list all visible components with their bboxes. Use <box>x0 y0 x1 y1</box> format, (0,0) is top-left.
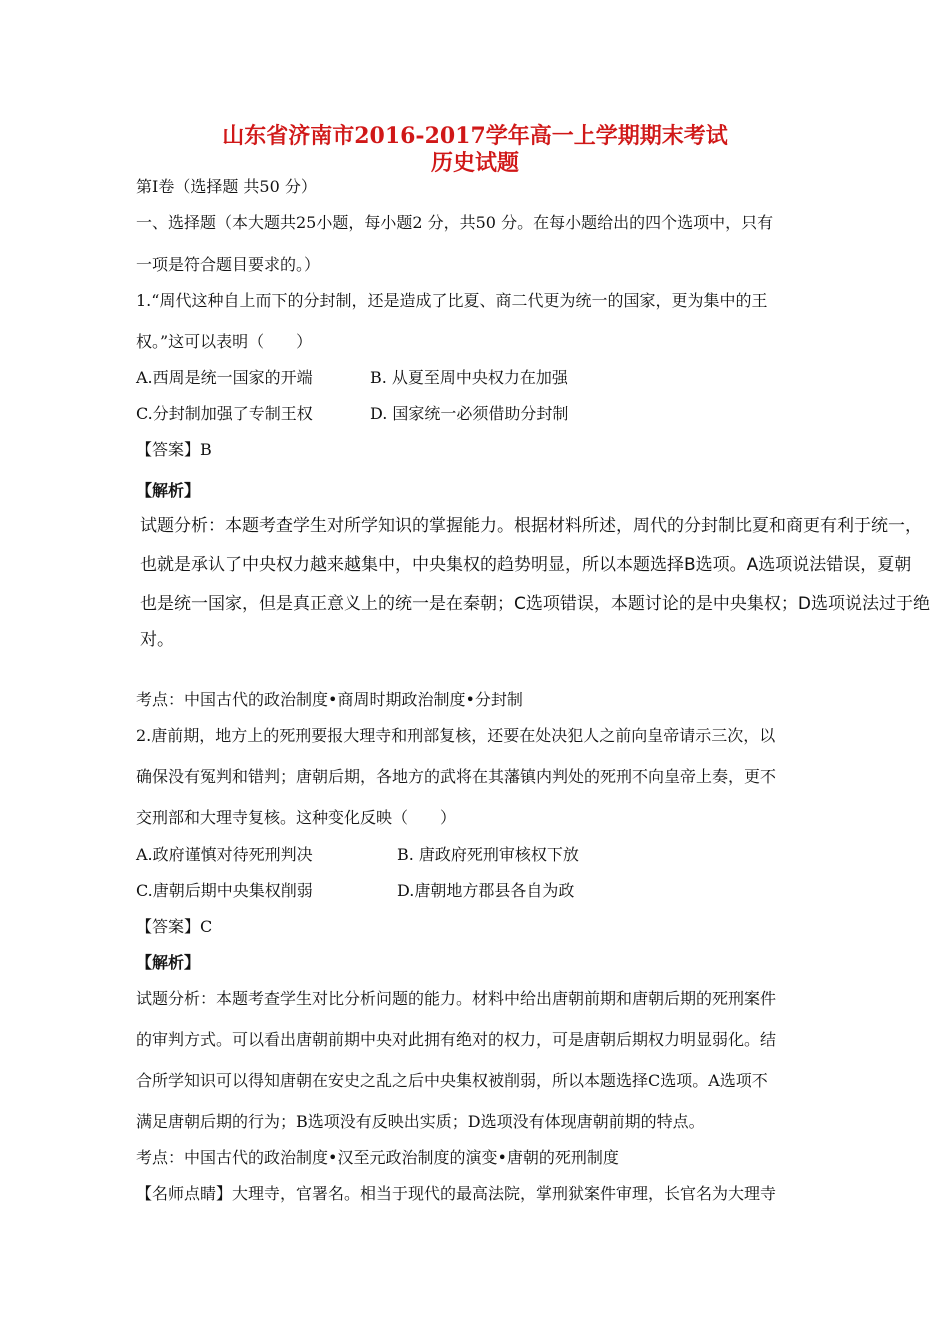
q2-analysis-line-1: 试题分析：本题考查学生对比分析问题的能力。材料中给出唐朝前期和唐朝后期的死刑案件 <box>136 989 777 1008</box>
q2-analysis-line-2: 的审判方式。可以看出唐朝前期中央对此拥有绝对的权力，可是唐朝后期权力明显弱化。结 <box>136 1030 777 1049</box>
q1-analysis-line-1: 试题分析：本题考查学生对所学知识的掌握能力。根据材料所述，周代的分封制比夏和商更有利于统一， <box>140 516 922 536</box>
instructions-line-2: 一项是符合题目要求的。） <box>136 255 321 274</box>
q2-kaodian: 考点：中国古代的政治制度•汉至元政治制度的演变•唐朝的死刑制度 <box>136 1148 619 1167</box>
q2-analysis-line-3: 合所学知识可以得知唐朝在安史之乱之后中央集权被削弱，所以本题选择C选项。A选项不 <box>136 1071 768 1090</box>
q1-option-b: B. 从夏至周中央权力在加强 <box>370 368 568 387</box>
q1-analysis-line-4: 对。 <box>140 630 174 650</box>
q2-option-c: C.唐朝后期中央集权削弱 <box>136 881 313 900</box>
q1-analysis-label: 【解析】 <box>136 481 201 500</box>
q2-stem-line-3: 交刑部和大理寺复核。这种变化反映（ ） <box>136 808 457 827</box>
document-title: 山东省济南市2016-2017学年高一上学期期末考试 <box>222 123 728 149</box>
document-subtitle: 历史试题 <box>430 150 519 176</box>
q1-kaodian: 考点：中国古代的政治制度•商周时期政治制度•分封制 <box>136 690 523 709</box>
q1-option-a: A.西周是统一国家的开端 <box>136 368 313 387</box>
q2-analysis-label: 【解析】 <box>136 953 201 972</box>
q2-stem-line-1: 2.唐前期，地方上的死刑要报大理寺和刑部复核，还要在处决犯人之前向皇帝请示三次，以 <box>136 726 776 745</box>
q2-analysis-line-4: 满足唐朝后期的行为；B选项没有反映出实质；D选项没有体现唐朝前期的特点。 <box>136 1112 705 1131</box>
q1-option-c: C.分封制加强了专制王权 <box>136 404 313 423</box>
q2-stem-line-2: 确保没有冤判和错判；唐朝后期，各地方的武将在其藩镇内判处的死刑不向皇帝上奏，更不 <box>136 767 777 786</box>
q1-stem-line-1: 1.“周代这种自上而下的分封制，还是造成了比夏、商二代更为统一的国家，更为集中的王 <box>136 291 768 310</box>
q2-tip: 【名师点睛】大理寺，官署名。相当于现代的最高法院，掌刑狱案件审理，长官名为大理寺 <box>136 1184 777 1203</box>
q2-option-b: B. 唐政府死刑审核权下放 <box>397 845 579 864</box>
instructions-line-1: 一、选择题（本大题共25小题，每小题2 分，共50 分。在每小题给出的四个选项中，只有 <box>136 213 774 232</box>
q2-answer: 【答案】C <box>136 917 213 936</box>
section-header: 第Ⅰ卷（选择题 共50 分） <box>136 177 317 196</box>
q1-analysis-line-3: 也是统一国家，但是真正意义上的统一是在秦朝；C选项错误，本题讨论的是中央集权；D选项说法过于绝 <box>140 594 930 614</box>
q1-option-d: D. 国家统一必须借助分封制 <box>370 404 569 423</box>
q1-stem-line-2: 权。”这可以表明（ ） <box>136 332 313 351</box>
q2-option-a: A.政府谨慎对待死刑判决 <box>136 845 313 864</box>
q1-analysis-line-2: 也就是承认了中央权力越来越集中，中央集权的趋势明显，所以本题选择B选项。A选项说法错误，夏朝 <box>140 555 912 575</box>
q2-option-d: D.唐朝地方郡县各自为政 <box>397 881 575 900</box>
q1-answer: 【答案】B <box>136 440 212 459</box>
